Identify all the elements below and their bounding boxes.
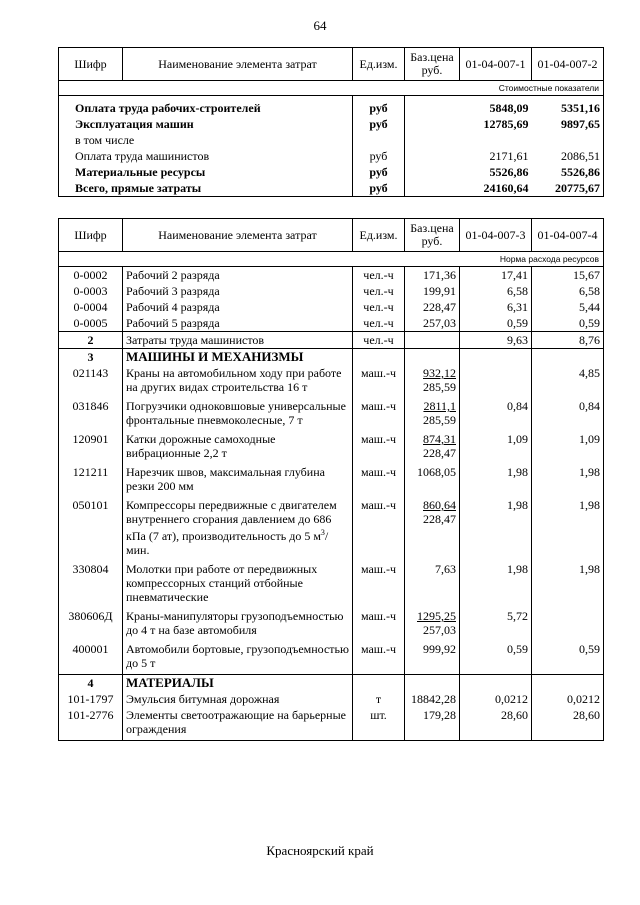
row-value-b (532, 132, 604, 148)
row-name: Компрессоры передвижные с двигателем внутреннего сгорания давлением до 686 кПа (7 ат), производительность до 5 $м^3$/мин. (123, 497, 353, 561)
row-code: 0-0004 (59, 299, 123, 315)
price-total: 1295,25 (417, 609, 456, 623)
price-labor: 257,03 (423, 623, 456, 637)
row-value-a: 0,84 (460, 398, 532, 431)
row-value-b: 5526,86 (532, 164, 604, 180)
table-row (59, 497, 604, 561)
row-value-a: 9,63 (460, 332, 532, 349)
row-unit: чел.-ч (353, 315, 405, 332)
price-total: 932,12 (423, 366, 456, 380)
table-header-row (59, 48, 604, 81)
table-header-row (59, 219, 604, 252)
row-value-b: 2086,51 (532, 148, 604, 164)
row-code: 021143 (59, 365, 123, 398)
row-name: Рабочий 5 разряда (123, 315, 353, 332)
page-number: 64 (313, 18, 327, 33)
header-col-b: 01-04-007-2 (532, 48, 604, 81)
header-col-a: 01-04-007-3 (460, 219, 532, 252)
row-price (405, 180, 460, 197)
row-value-a: 6,58 (460, 283, 532, 299)
row-code: 101-2776 (59, 707, 123, 741)
table-row (59, 398, 604, 431)
row-price: 228,47 (405, 299, 460, 315)
row-price (405, 332, 460, 349)
row-value-a: 5848,09 (489, 101, 529, 115)
row-price (405, 116, 460, 132)
table-row (59, 180, 604, 197)
row-unit (353, 349, 405, 366)
header-base-price: Баз.цена руб. (405, 48, 460, 81)
row-code: 380606Д (59, 608, 123, 641)
row-price (405, 164, 460, 180)
row-price: 999,92 (405, 641, 460, 675)
row-name: Рабочий 4 разряда (123, 299, 353, 315)
row-unit: руб (353, 180, 405, 197)
row-code: 330804 (59, 561, 123, 608)
section-row (59, 349, 604, 366)
row-name: Материальные ресурсы (59, 164, 353, 180)
row-value-b: 15,67 (532, 267, 604, 284)
table-row (59, 283, 604, 299)
table-row (59, 299, 604, 315)
row-name: Эмульсия битумная дорожная (123, 691, 353, 707)
row-price: 7,63 (405, 561, 460, 608)
row-value-a (460, 132, 532, 148)
row-price (405, 608, 460, 641)
subheader: Стоимостные показатели (59, 81, 604, 96)
table-row (59, 315, 604, 332)
cost-rows (59, 96, 604, 197)
row-price: 257,03 (405, 315, 460, 332)
row-name: МАТЕРИАЛЫ (123, 675, 353, 692)
row-value-a: 5,72 (460, 608, 532, 641)
row-name: Эксплуатация машин (59, 116, 353, 132)
row-price: 18842,28 (405, 691, 460, 707)
row-value-b: 0,59 (532, 641, 604, 675)
header-base-price: Баз.цена руб. (405, 219, 460, 252)
row-code: 0-0003 (59, 283, 123, 299)
row-name: МАШИНЫ И МЕХАНИЗМЫ (123, 349, 353, 366)
table-row (59, 561, 604, 608)
row-unit: маш.-ч (353, 398, 405, 431)
row-value-a: 12785,69 (483, 117, 529, 131)
row-price (405, 497, 460, 561)
row-value-a: 0,59 (460, 315, 532, 332)
row-value-b: 1,98 (532, 497, 604, 561)
row-name: Затраты труда машинистов (123, 332, 353, 349)
row-unit: руб (353, 116, 405, 132)
price-fraction (423, 366, 456, 394)
row-name: Рабочий 2 разряда (123, 267, 353, 284)
row-code: 3 (59, 349, 123, 366)
row-value-a: 0,59 (460, 641, 532, 675)
row-unit: маш.-ч (353, 464, 405, 497)
table-row (59, 132, 604, 148)
price-labor: 228,47 (423, 512, 456, 526)
row-unit: руб (353, 164, 405, 180)
row-value-b (532, 675, 604, 692)
row-name: Погрузчики одноковшовые универсальные фронтальные пневмоколесные, 7 т (123, 398, 353, 431)
price-fraction (423, 498, 456, 526)
row-name: Нарезчик швов, максимальная глубина резки 200 мм (123, 464, 353, 497)
row-value-a: 0,0212 (460, 691, 532, 707)
row-unit: маш.-ч (353, 497, 405, 561)
row-unit (353, 132, 405, 148)
row-value-a (460, 365, 532, 398)
table-row (59, 431, 604, 464)
header-name: Наименование элемента затрат (123, 48, 353, 81)
row-value-b: 28,60 (532, 707, 604, 741)
row-value-a: 2171,61 (489, 149, 529, 163)
row-code: 121211 (59, 464, 123, 497)
table-row (59, 707, 604, 741)
row-code: 400001 (59, 641, 123, 675)
table-row (59, 691, 604, 707)
row-value-b: 1,09 (532, 431, 604, 464)
price-total: 874,31 (423, 432, 456, 446)
row-code: 0-0005 (59, 315, 123, 332)
table-row (59, 148, 604, 164)
row-price: 199,91 (405, 283, 460, 299)
price-fraction (417, 609, 456, 637)
row-price (405, 148, 460, 164)
row-unit: руб (353, 148, 405, 164)
row-value-a: 5526,86 (489, 165, 529, 179)
header-col-a: 01-04-007-1 (460, 48, 532, 81)
row-name: Оплата труда рабочих-строителей (59, 96, 353, 117)
table-row (59, 267, 604, 284)
row-value-b: 0,59 (532, 315, 604, 332)
row-unit: т (353, 691, 405, 707)
row-price: 171,36 (405, 267, 460, 284)
section-row (59, 675, 604, 692)
row-code: 120901 (59, 431, 123, 464)
price-total: 860,64 (423, 498, 456, 512)
price-labor: 285,59 (423, 413, 456, 427)
row-value-b: 5351,16 (532, 96, 604, 117)
header-col-b: 01-04-007-4 (532, 219, 604, 252)
row-value-b: 6,58 (532, 283, 604, 299)
row-unit: маш.-ч (353, 608, 405, 641)
row-name: Катки дорожные самоходные вибрационные 2,2 т (123, 431, 353, 464)
row-value-a: 24160,64 (460, 180, 532, 197)
row-price (405, 431, 460, 464)
row-value-a (460, 349, 532, 366)
resource-norms-table (58, 218, 604, 741)
table-row (59, 116, 604, 132)
cost-indicators-table (58, 47, 604, 197)
table-row (59, 641, 604, 675)
row-value-b: 1,98 (532, 561, 604, 608)
subheader: Норма расхода ресурсов (59, 252, 604, 267)
row-value-b: 0,84 (532, 398, 604, 431)
row-name: Оплата труда машинистов (59, 148, 353, 164)
row-name: Всего, прямые затраты (59, 180, 353, 197)
row-name: в том числе (59, 132, 353, 148)
row-name: Автомобили бортовые, грузоподъемностью до 5 т (123, 641, 353, 675)
row-value-b: 0,0212 (532, 691, 604, 707)
row-value-b: 8,76 (532, 332, 604, 349)
header-unit: Ед.изм. (353, 219, 405, 252)
row-unit: маш.-ч (353, 365, 405, 398)
row-value-b: 9897,65 (532, 116, 604, 132)
table-row (59, 464, 604, 497)
table-row (59, 164, 604, 180)
row-unit: маш.-ч (353, 431, 405, 464)
row-name: Элементы светоотражающие на барьерные ограждения (123, 707, 353, 741)
row-value-b: 4,85 (532, 365, 604, 398)
header-code: Шифр (59, 219, 123, 252)
row-price: 179,28 (405, 707, 460, 741)
row-value-a: 1,98 (460, 561, 532, 608)
row-code: 101-1797 (59, 691, 123, 707)
row-unit: чел.-ч (353, 283, 405, 299)
row-value-b (532, 349, 604, 366)
price-fraction (423, 399, 456, 427)
price-labor: 285,59 (423, 380, 456, 394)
row-unit: чел.-ч (353, 299, 405, 315)
row-price: 1068,05 (405, 464, 460, 497)
row-name: Краны-манипуляторы грузоподъемностью до 4 т на базе автомобиля (123, 608, 353, 641)
row-value-a (460, 675, 532, 692)
row-value-a: 1,09 (460, 431, 532, 464)
row-code: 0-0002 (59, 267, 123, 284)
row-price (405, 96, 460, 117)
row-value-a: 1,98 (460, 464, 532, 497)
header-name: Наименование элемента затрат (123, 219, 353, 252)
row-value-b: 1,98 (532, 464, 604, 497)
row-value-b: 20775,67 (532, 180, 604, 197)
price-labor: 228,47 (423, 446, 456, 460)
header-unit: Ед.изм. (353, 48, 405, 81)
row-name: Молотки при работе от передвижных компрессорных станций отбойные пневматические (123, 561, 353, 608)
row-price (405, 365, 460, 398)
row-price (405, 132, 460, 148)
resource-rows (59, 267, 604, 741)
row-code: 2 (59, 332, 123, 349)
row-unit: чел.-ч (353, 332, 405, 349)
row-code: 050101 (59, 497, 123, 561)
row-price (405, 349, 460, 366)
row-unit (353, 675, 405, 692)
row-value-b (532, 608, 604, 641)
row-value-a: 17,41 (460, 267, 532, 284)
table-row (59, 608, 604, 641)
row-unit: руб (353, 96, 405, 117)
row-code: 4 (59, 675, 123, 692)
row-name: Краны на автомобильном ходу при работе на других видах строительства 16 т (123, 365, 353, 398)
row-price (405, 675, 460, 692)
row-price (405, 398, 460, 431)
row-value-a: 6,31 (460, 299, 532, 315)
footer-region: Красноярский край (266, 843, 374, 858)
table-row (59, 332, 604, 349)
header-code: Шифр (59, 48, 123, 81)
row-value-a: 28,60 (460, 707, 532, 741)
row-value-a: 1,98 (460, 497, 532, 561)
row-unit: маш.-ч (353, 561, 405, 608)
row-unit: чел.-ч (353, 267, 405, 284)
row-unit: шт. (353, 707, 405, 741)
table-row (59, 365, 604, 398)
row-name: Рабочий 3 разряда (123, 283, 353, 299)
row-code: 031846 (59, 398, 123, 431)
row-value-b: 5,44 (532, 299, 604, 315)
table-row (59, 96, 604, 117)
row-unit: маш.-ч (353, 641, 405, 675)
price-total: 2811,1 (423, 399, 456, 413)
price-fraction (423, 432, 456, 460)
